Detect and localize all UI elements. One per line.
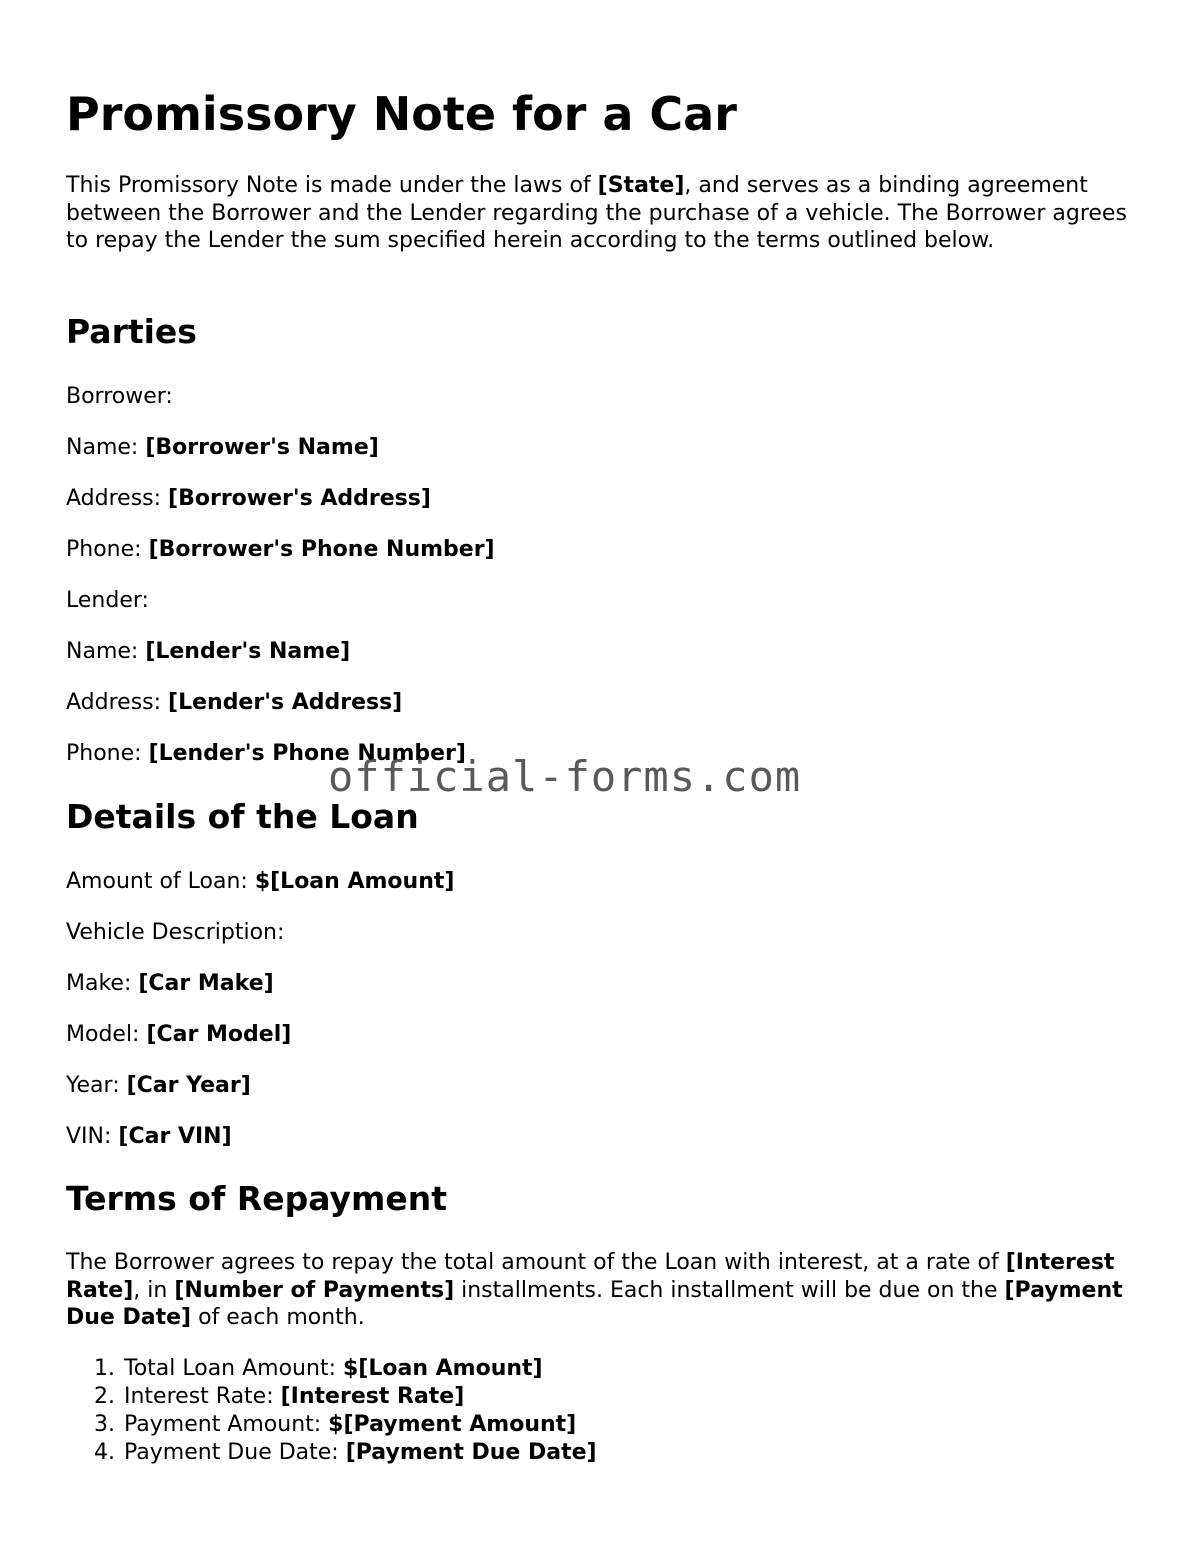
borrower-name-value: [Borrower's Name] — [145, 435, 379, 460]
borrower-label: Borrower: — [66, 384, 173, 409]
intro-text-end: , and serves as a binding agreement between the Borrower and the Lender regarding the purchase of a vehicle. The Borrower agrees to repay the Lender the sum specified herein according to the terms outlined below. — [66, 173, 1127, 253]
lender-name-value: [Lender's Name] — [145, 639, 351, 664]
interest-rate-placeholder: [Interest Rate] — [66, 1250, 1115, 1303]
car-year-line: Year: [Car Year] — [66, 1073, 251, 1098]
repayment-terms-list — [94, 1355, 597, 1467]
loan-amount-value: $[Loan Amount] — [254, 869, 455, 894]
loan-amount-line: Amount of Loan: $[Loan Amount] — [66, 869, 455, 894]
watermark: official-forms.com — [328, 752, 802, 801]
vehicle-description-label: Vehicle Description: — [66, 920, 285, 945]
payment-due-date-placeholder: [Payment Due Date] — [66, 1277, 1123, 1330]
borrower-address-line: Address: [Borrower's Address] — [66, 486, 431, 511]
car-make-value: [Car Make] — [138, 971, 274, 996]
number-of-payments-placeholder: [Number of Payments] — [174, 1277, 455, 1303]
intro-text-start: This Promissory Note is made under the laws of — [66, 173, 598, 198]
car-model-value: [Car Model] — [146, 1022, 292, 1047]
intro-paragraph — [66, 172, 1132, 255]
car-vin-value: [Car VIN] — [118, 1124, 232, 1149]
borrower-phone-line: Phone: [Borrower's Phone Number] — [66, 537, 495, 562]
car-vin-line: VIN: [Car VIN] — [66, 1124, 232, 1149]
borrower-phone-value: [Borrower's Phone Number] — [148, 537, 495, 562]
car-model-line: Model: [Car Model] — [66, 1022, 292, 1047]
lender-phone-line: Phone: [Lender's Phone Number] — [66, 741, 466, 766]
loan-details-heading: Details of the Loan — [66, 797, 419, 836]
car-year-value: [Car Year] — [126, 1073, 251, 1098]
parties-heading: Parties — [66, 312, 197, 351]
terms-paragraph: The Borrower agrees to repay the total amount of the Loan with interest, at a rate of [Interest Rate], in [Number of Payments] installments. Each installment will be due on the [Payment Due Date] of each month. — [66, 1250, 1123, 1330]
lender-name-line: Name: [Lender's Name] — [66, 639, 351, 664]
document-title: Promissory Note for a Car — [66, 87, 737, 141]
list-item: 1. Total Loan Amount: $[Loan Amount] — [94, 1356, 543, 1381]
lender-label: Lender: — [66, 588, 149, 613]
borrower-name-line: Name: [Borrower's Name] — [66, 435, 379, 460]
terms-heading: Terms of Repayment — [66, 1179, 448, 1218]
list-item: 2. Interest Rate: [Interest Rate] — [94, 1384, 465, 1409]
lender-phone-value: [Lender's Phone Number] — [148, 741, 466, 766]
borrower-address-value: [Borrower's Address] — [168, 486, 431, 511]
lender-address-line: Address: [Lender's Address] — [66, 690, 403, 715]
list-item: 3. Payment Amount: $[Payment Amount] — [94, 1412, 577, 1437]
lender-address-value: [Lender's Address] — [168, 690, 403, 715]
list-item: 4. Payment Due Date: [Payment Due Date] — [94, 1440, 597, 1465]
car-make-line: Make: [Car Make] — [66, 971, 274, 996]
state-placeholder: [State] — [597, 173, 685, 198]
